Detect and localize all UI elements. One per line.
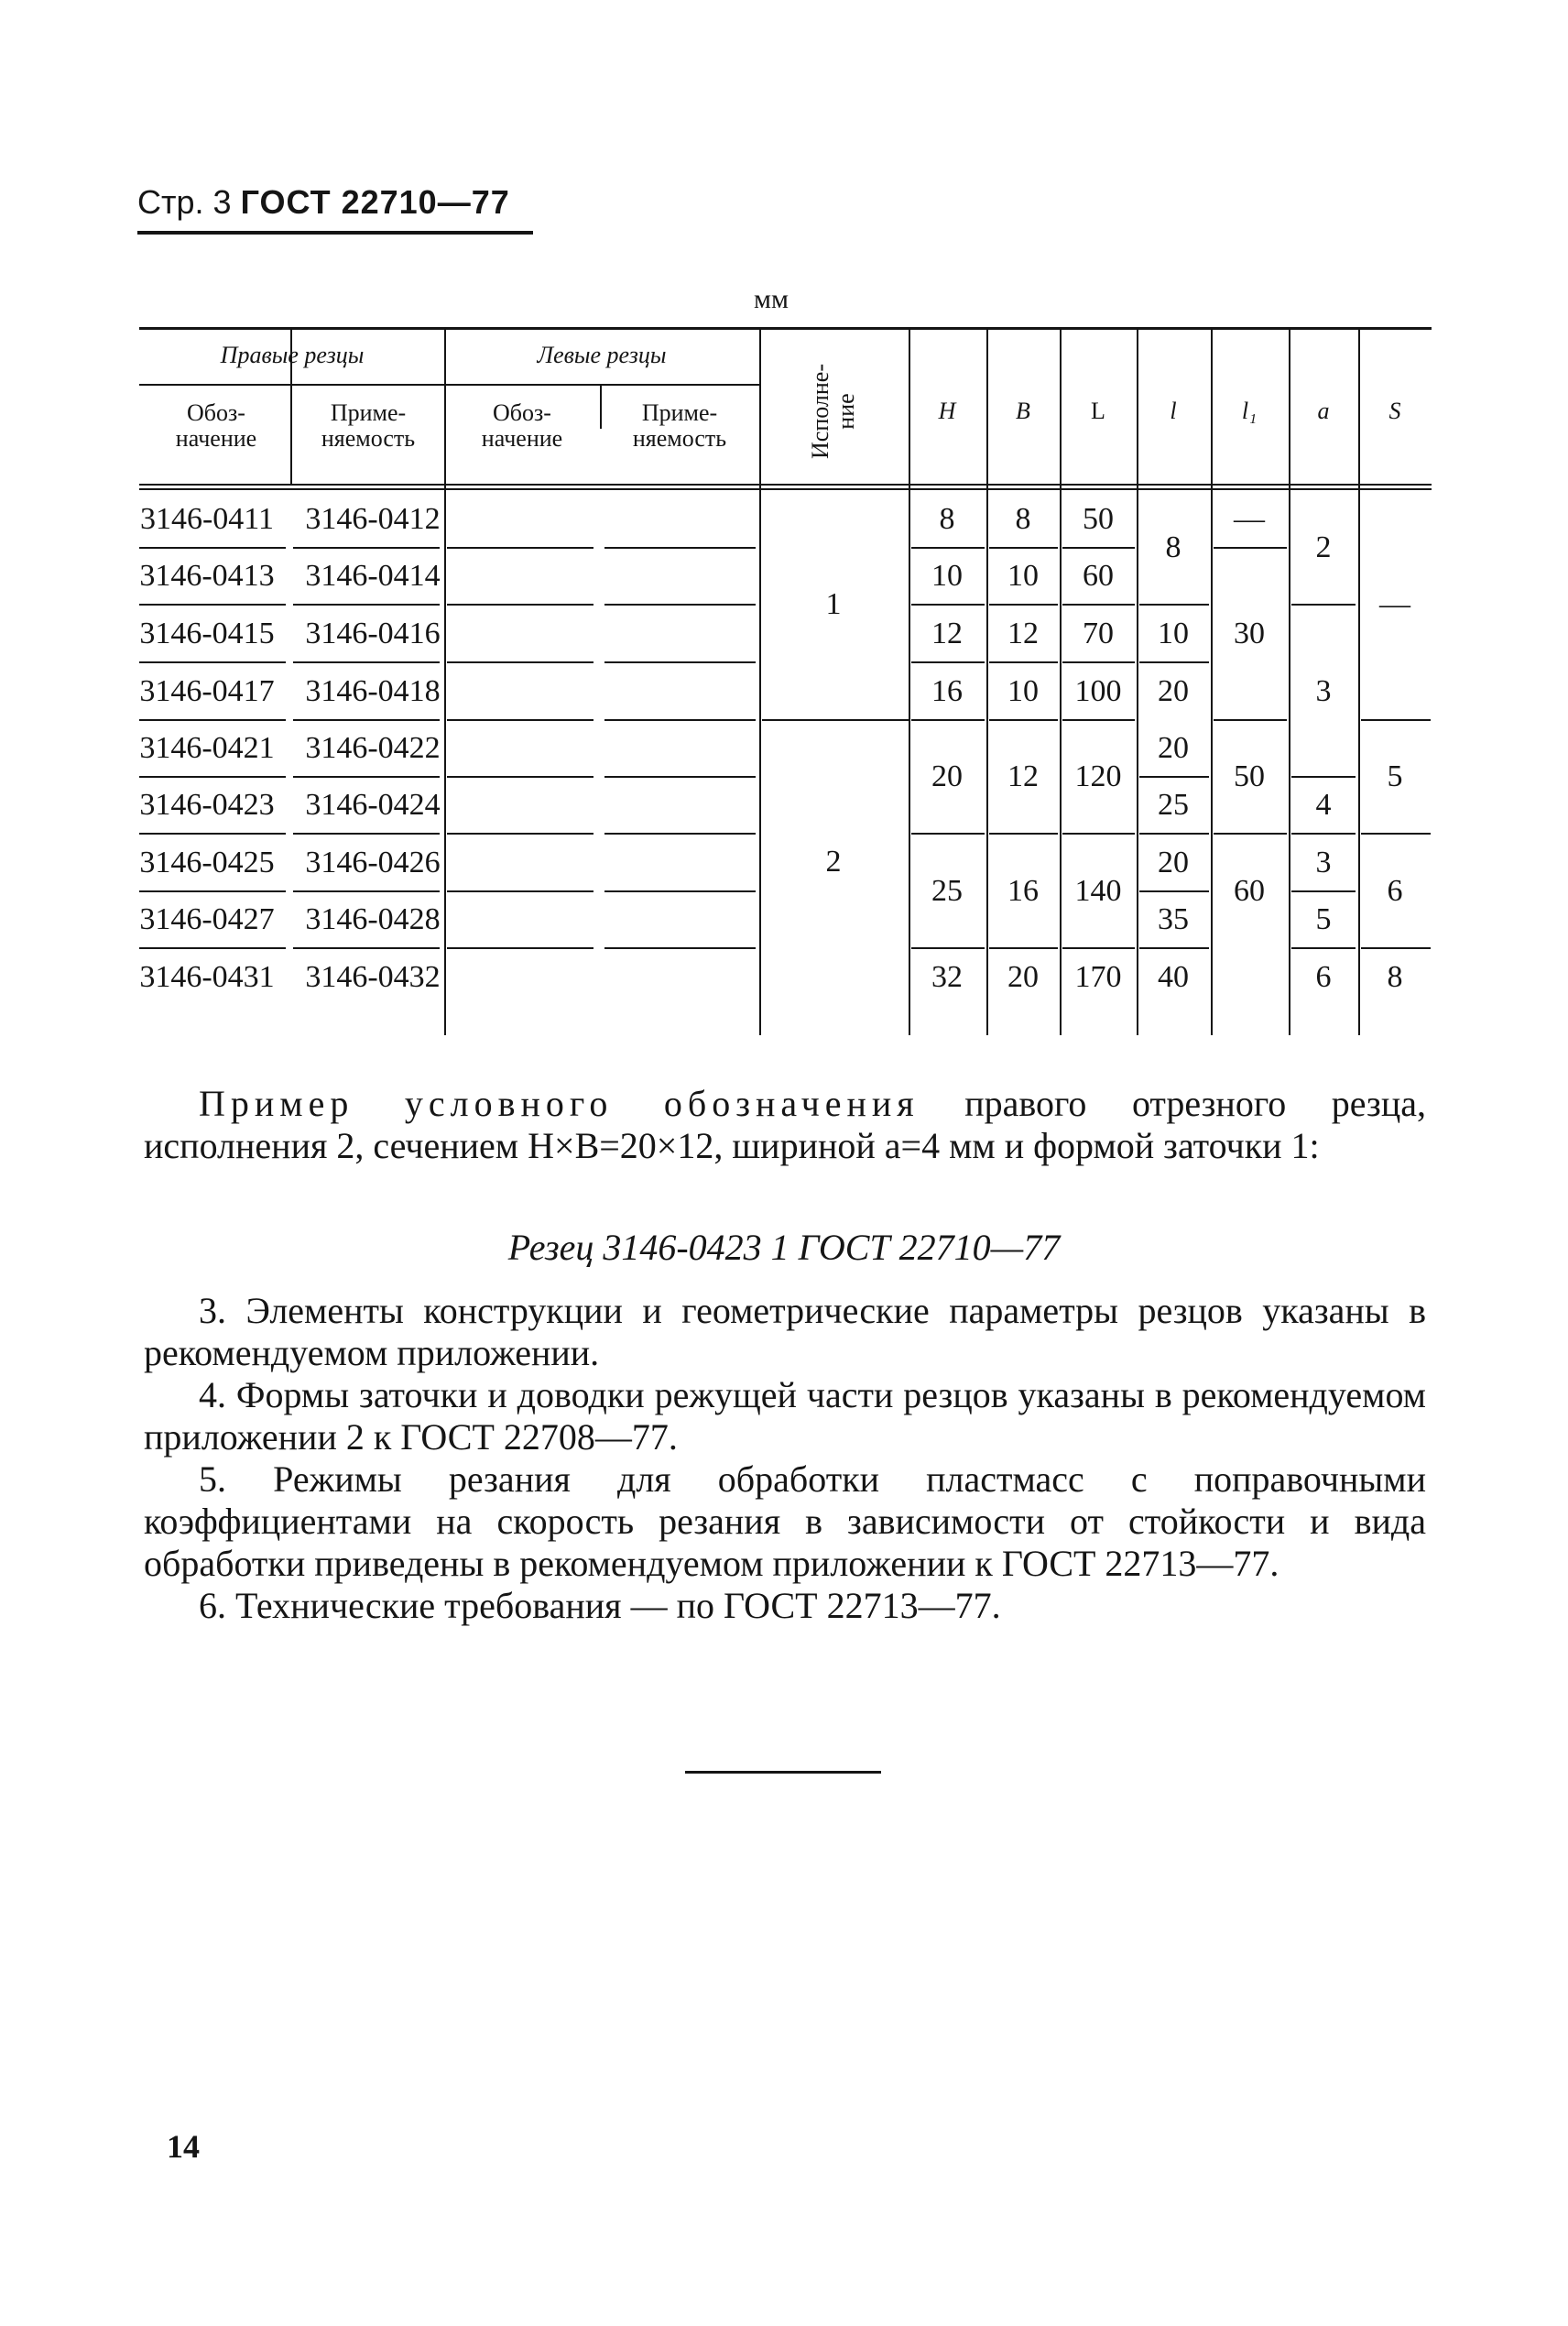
applicability-header: Приме- няемость xyxy=(321,399,416,452)
header-rule xyxy=(137,231,533,235)
H-value: 16 xyxy=(931,674,963,708)
left-code: 3146-0412 xyxy=(305,502,441,536)
group-rule xyxy=(444,384,759,386)
row-rule xyxy=(604,719,756,721)
a-value: 4 xyxy=(1315,788,1332,822)
right-code: 3146-0431 xyxy=(139,960,275,994)
cell-rule xyxy=(911,833,985,835)
row-rule xyxy=(293,661,440,663)
column-rule xyxy=(759,327,761,1035)
row-rule xyxy=(293,833,440,835)
L-value: 60 xyxy=(1083,559,1114,593)
cell-rule xyxy=(911,719,985,721)
header-bottom-rule-double xyxy=(139,488,1432,490)
S-value: 8 xyxy=(1387,960,1403,994)
H-value: 25 xyxy=(931,874,963,908)
l1-value: 60 xyxy=(1234,874,1265,908)
left-cutters-header: Левые резцы xyxy=(537,342,667,368)
right-code: 3146-0421 xyxy=(139,731,275,765)
row-rule xyxy=(447,947,593,949)
cell-rule xyxy=(1139,947,1209,949)
cell-rule xyxy=(989,833,1058,835)
right-cutters-header: Правые резцы xyxy=(220,342,365,368)
version-rule xyxy=(762,719,909,721)
page-number: 14 xyxy=(167,2128,200,2165)
l-header: l xyxy=(1170,398,1177,424)
row-rule xyxy=(604,604,756,606)
column-rule xyxy=(1289,327,1290,1035)
item-4: 4. Формы заточки и доводки режущей части резцов указаны в рекомендуемом приложении 2 к ГОСТ 22708—77. xyxy=(144,1374,1426,1458)
designation-header-left: Обоз- начение xyxy=(481,399,563,452)
row-rule xyxy=(447,547,593,549)
cell-rule xyxy=(1361,947,1431,949)
cell-rule xyxy=(1062,719,1135,721)
standard-number: ГОСТ 22710—77 xyxy=(240,183,510,221)
right-code: 3146-0425 xyxy=(139,846,275,879)
right-code: 3146-0423 xyxy=(139,788,275,822)
cell-rule xyxy=(1139,890,1209,892)
cell-rule xyxy=(1361,833,1431,835)
L-value: 120 xyxy=(1074,759,1122,793)
l-value: 40 xyxy=(1158,960,1189,994)
S-value: 6 xyxy=(1387,874,1403,908)
item-6: 6. Технические требования — по ГОСТ 22713—77. xyxy=(199,1585,1001,1626)
cell-rule xyxy=(1062,604,1135,606)
B-value: 10 xyxy=(1007,559,1039,593)
row-rule xyxy=(604,947,756,949)
L-value: 170 xyxy=(1074,960,1122,994)
L-header: L xyxy=(1091,398,1105,424)
l-value: 20 xyxy=(1158,731,1189,765)
H-value: 32 xyxy=(931,960,963,994)
a-value: 3 xyxy=(1315,674,1332,708)
right-code: 3146-0427 xyxy=(139,902,275,936)
cell-rule xyxy=(911,947,985,949)
row-rule xyxy=(447,776,593,778)
column-rule xyxy=(1060,327,1062,1035)
l1-value: 30 xyxy=(1234,617,1265,650)
S-header: S xyxy=(1388,398,1401,424)
left-code: 3146-0416 xyxy=(305,617,441,650)
B-value: 20 xyxy=(1007,960,1039,994)
row-rule xyxy=(139,776,286,778)
header-bottom-rule xyxy=(139,484,1432,486)
cell-rule xyxy=(989,719,1058,721)
row-rule xyxy=(139,661,286,663)
end-rule xyxy=(685,1771,881,1774)
cell-rule xyxy=(989,604,1058,606)
S-value: 5 xyxy=(1387,759,1403,793)
row-rule xyxy=(139,719,286,721)
row-rule xyxy=(139,890,286,892)
cell-rule xyxy=(1214,833,1287,835)
row-rule xyxy=(604,661,756,663)
row-rule xyxy=(293,604,440,606)
cell-rule xyxy=(1361,719,1431,721)
cell-rule xyxy=(911,547,985,549)
row-rule xyxy=(293,776,440,778)
left-code: 3146-0418 xyxy=(305,674,441,708)
row-rule xyxy=(447,719,593,721)
l1-value: — xyxy=(1234,502,1265,536)
cell-rule xyxy=(1139,776,1209,778)
left-code: 3146-0424 xyxy=(305,788,441,822)
designation-header: Обоз- начение xyxy=(175,399,257,452)
column-rule xyxy=(986,327,988,1035)
items-block xyxy=(144,1290,1426,1627)
l-value: 20 xyxy=(1158,846,1189,879)
l-value: 20 xyxy=(1158,674,1189,708)
example-lead: Пример условного обозначения xyxy=(199,1083,920,1124)
cell-rule xyxy=(1062,833,1135,835)
row-rule xyxy=(447,604,593,606)
page-label: Стр. 3 xyxy=(137,183,232,221)
table-top-rule xyxy=(139,327,1432,330)
cell-rule xyxy=(1062,547,1135,549)
row-rule xyxy=(139,547,286,549)
cell-rule xyxy=(1062,661,1135,663)
cell-rule xyxy=(911,604,985,606)
column-rule xyxy=(1211,327,1213,1035)
H-value: 20 xyxy=(931,759,963,793)
cell-rule xyxy=(1214,547,1287,549)
a-value: 2 xyxy=(1315,530,1332,564)
cell-rule xyxy=(1291,833,1356,835)
cell-rule xyxy=(989,661,1058,663)
cell-rule xyxy=(1062,947,1135,949)
example-designation: Резец 3146-0423 1 ГОСТ 22710—77 xyxy=(507,1227,1061,1268)
H-header: H xyxy=(938,398,956,424)
B-value: 12 xyxy=(1007,759,1039,793)
l-value: 10 xyxy=(1158,617,1189,650)
left-code: 3146-0428 xyxy=(305,902,441,936)
H-value: 10 xyxy=(931,559,963,593)
B-value: 10 xyxy=(1007,674,1039,708)
row-rule xyxy=(447,661,593,663)
B-value: 16 xyxy=(1007,874,1039,908)
dimensions-table xyxy=(139,327,1432,1032)
item-5: 5. Режимы резания для обработки пластмасс с поправочными коэффициентами на скорость резания в зависимости от стойкости и вида обработки приведены в рекомендуемом приложении к ГОСТ 22713—77. xyxy=(144,1458,1426,1584)
row-rule xyxy=(293,947,440,949)
a-header: a xyxy=(1317,398,1330,424)
H-value: 8 xyxy=(939,502,955,536)
version-value: 2 xyxy=(825,845,842,879)
row-rule xyxy=(293,547,440,549)
cell-rule xyxy=(1291,947,1356,949)
left-code: 3146-0414 xyxy=(305,559,441,593)
cell-rule xyxy=(989,547,1058,549)
L-value: 100 xyxy=(1074,674,1122,708)
cell-rule xyxy=(1139,661,1209,663)
a-value: 3 xyxy=(1315,846,1332,879)
B-value: 8 xyxy=(1015,502,1031,536)
L-value: 50 xyxy=(1083,502,1114,536)
a-value: 5 xyxy=(1315,902,1332,936)
row-rule xyxy=(604,833,756,835)
row-rule xyxy=(604,890,756,892)
row-rule xyxy=(447,833,593,835)
applicability-header-left: Приме- няемость xyxy=(632,399,727,452)
l-value: 35 xyxy=(1158,902,1189,936)
left-code: 3146-0422 xyxy=(305,731,441,765)
version-header: Исполне- ние xyxy=(807,364,859,459)
S-value: — xyxy=(1379,587,1410,621)
row-rule xyxy=(293,890,440,892)
row-rule xyxy=(604,547,756,549)
cell-rule xyxy=(1291,776,1356,778)
column-rule xyxy=(1137,327,1138,1035)
H-value: 12 xyxy=(931,617,963,650)
right-code: 3146-0411 xyxy=(139,502,275,536)
cell-rule xyxy=(989,947,1058,949)
cell-rule xyxy=(1291,604,1356,606)
group-rule xyxy=(139,384,444,386)
cell-rule xyxy=(1214,719,1287,721)
example-rest: правого отрезного резца, исполнения 2, сечением H×B=20×12, шириной a=4 мм и формой заточки 1: xyxy=(144,1083,1426,1166)
row-rule xyxy=(447,890,593,892)
item-3: 3. Элементы конструкции и геометрические параметры резцов указаны в рекомендуемом приложении. xyxy=(144,1290,1426,1373)
L-value: 70 xyxy=(1083,617,1114,650)
cell-rule xyxy=(1291,890,1356,892)
B-value: 12 xyxy=(1007,617,1039,650)
l1-value: 50 xyxy=(1234,759,1265,793)
column-rule xyxy=(1358,327,1360,1035)
left-code: 3146-0432 xyxy=(305,960,441,994)
B-header: B xyxy=(1016,398,1030,424)
row-rule xyxy=(293,719,440,721)
example-paragraph xyxy=(144,1083,1426,1167)
L-value: 140 xyxy=(1074,874,1122,908)
row-rule xyxy=(139,604,286,606)
l1-header: l₁ xyxy=(1241,398,1258,424)
a-value: 6 xyxy=(1315,960,1332,994)
column-rule xyxy=(909,327,910,1035)
row-rule xyxy=(139,947,286,949)
row-rule xyxy=(139,833,286,835)
column-rule xyxy=(444,327,446,1035)
row-rule xyxy=(604,776,756,778)
page-header xyxy=(137,183,510,222)
left-code: 3146-0426 xyxy=(305,846,441,879)
cell-rule xyxy=(1139,604,1209,606)
l-value: 25 xyxy=(1158,788,1189,822)
right-code: 3146-0413 xyxy=(139,559,275,593)
version-value: 1 xyxy=(825,587,842,621)
units-label: мм xyxy=(754,284,789,314)
l-value: 8 xyxy=(1165,530,1181,564)
column-rule xyxy=(600,384,602,429)
cell-rule xyxy=(1139,833,1209,835)
right-code: 3146-0417 xyxy=(139,674,275,708)
cell-rule xyxy=(911,661,985,663)
right-code: 3146-0415 xyxy=(139,617,275,650)
